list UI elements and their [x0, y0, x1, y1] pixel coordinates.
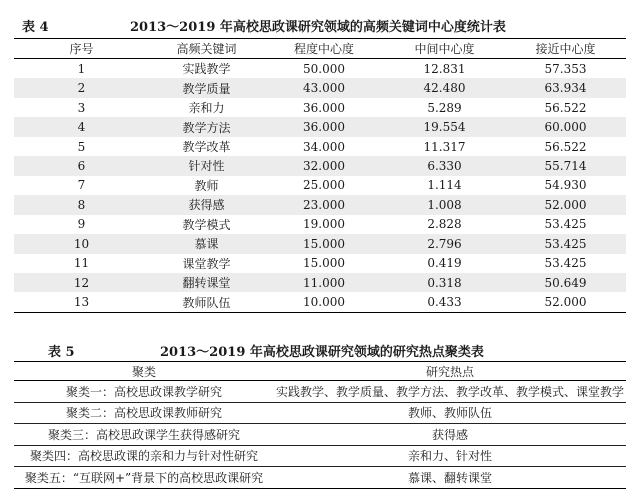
cell-degree: 19.000 — [303, 217, 345, 232]
table-header-row — [14, 39, 626, 59]
table-row — [14, 59, 626, 79]
header-betweenness-centrality: 中间中心度 — [384, 39, 505, 59]
cell-index: 1 — [77, 61, 86, 76]
cell-closeness: 60.000 — [505, 117, 626, 136]
table-row — [14, 381, 626, 403]
cell-closeness: 56.522 — [544, 100, 587, 115]
table-row — [14, 254, 626, 273]
table-row — [14, 117, 626, 136]
cell-betweenness: 0.419 — [427, 256, 462, 271]
cell-index: 9 — [77, 217, 86, 232]
table-row — [14, 137, 626, 156]
table5-number: 表 5 — [48, 345, 75, 360]
cell-index: 7 — [77, 178, 86, 193]
cell-degree: 15.000 — [303, 256, 345, 271]
cell-cluster: 聚类三：高校思政课学生获得感研究 — [14, 424, 274, 446]
cell-betweenness: 1.114 — [427, 178, 462, 193]
cell-hotspots: 教师、教师队伍 — [274, 402, 626, 424]
cell-hotspots: 慕课、翻转课堂 — [274, 467, 626, 489]
cell-betweenness: 2.828 — [427, 217, 462, 232]
cell-betweenness: 0.433 — [384, 292, 505, 312]
cell-keyword: 翻转课堂 — [149, 273, 264, 292]
table-row — [14, 402, 626, 424]
table-row — [14, 215, 626, 234]
cell-keyword: 获得感 — [149, 195, 264, 214]
cell-degree: 36.000 — [264, 117, 384, 136]
cell-closeness: 56.522 — [544, 139, 587, 154]
table-row — [14, 156, 626, 175]
table-row — [14, 467, 626, 489]
table-row — [14, 424, 626, 446]
table-header-row — [14, 362, 626, 381]
cell-cluster: 聚类一：高校思政课教学研究 — [14, 381, 274, 403]
cell-closeness: 54.930 — [544, 178, 587, 193]
header-cluster: 聚类 — [14, 362, 274, 381]
cell-betweenness: 12.831 — [423, 61, 466, 76]
cell-index: 2 — [14, 78, 149, 97]
cell-keyword: 课堂教学 — [182, 256, 231, 271]
cell-closeness: 53.425 — [505, 234, 626, 253]
cell-degree: 50.000 — [303, 61, 345, 76]
cell-index: 10 — [14, 234, 149, 253]
cell-keyword: 教学模式 — [182, 217, 231, 232]
cell-cluster: 聚类二：高校思政课教师研究 — [14, 402, 274, 424]
cell-closeness: 53.425 — [544, 256, 587, 271]
cell-betweenness: 6.330 — [384, 156, 505, 175]
table-row — [14, 234, 626, 253]
cell-closeness: 52.000 — [505, 292, 626, 312]
cell-betweenness: 5.289 — [427, 100, 462, 115]
header-closeness-centrality: 接近中心度 — [505, 39, 626, 59]
cell-index: 13 — [14, 292, 149, 312]
cell-keyword: 教学质量 — [149, 78, 264, 97]
cell-degree: 34.000 — [303, 139, 345, 154]
header-degree-centrality: 程度中心度 — [264, 39, 384, 59]
cell-betweenness: 1.008 — [384, 195, 505, 214]
cell-keyword: 教师队伍 — [149, 292, 264, 312]
cell-keyword: 实践教学 — [182, 62, 231, 77]
table-row — [14, 78, 626, 97]
cell-keyword: 教师 — [194, 178, 219, 193]
table-row — [14, 195, 626, 214]
cell-closeness: 52.000 — [505, 195, 626, 214]
cell-hotspots: 亲和力、针对性 — [274, 445, 626, 467]
header-research-hotspot: 研究热点 — [274, 362, 626, 381]
cell-betweenness: 11.317 — [423, 139, 466, 154]
cell-index: 4 — [14, 117, 149, 136]
table4-title: 2013～2019 年高校思政课研究领域的高频关键词中心度统计表 — [130, 20, 506, 35]
cell-betweenness: 42.480 — [384, 78, 505, 97]
cell-index: 5 — [77, 139, 86, 154]
cell-degree: 25.000 — [303, 178, 345, 193]
cell-betweenness: 0.318 — [384, 273, 505, 292]
cell-closeness: 57.353 — [544, 61, 587, 76]
cell-degree: 36.000 — [303, 100, 345, 115]
cell-degree: 23.000 — [264, 195, 384, 214]
header-keyword: 高频关键词 — [149, 39, 264, 59]
table4-number: 表 4 — [22, 20, 49, 35]
cell-cluster: 聚类四：高校思政课的亲和力与针对性研究 — [14, 445, 274, 467]
header-index: 序号 — [14, 39, 149, 59]
cell-index: 3 — [77, 100, 86, 115]
cell-degree: 10.000 — [264, 292, 384, 312]
table-row — [14, 445, 626, 467]
cell-cluster: 聚类五：“互联网+”背景下的高校思政课研究 — [14, 467, 274, 489]
cell-degree: 32.000 — [264, 156, 384, 175]
cell-betweenness: 19.554 — [384, 117, 505, 136]
cell-keyword: 针对性 — [149, 156, 264, 175]
table-row — [14, 273, 626, 292]
cell-index: 12 — [14, 273, 149, 292]
cell-degree: 43.000 — [264, 78, 384, 97]
cell-index: 11 — [73, 256, 90, 271]
cell-keyword: 教学方法 — [149, 117, 264, 136]
cell-keyword: 慕课 — [149, 234, 264, 253]
cell-closeness: 63.934 — [505, 78, 626, 97]
cell-index: 6 — [14, 156, 149, 175]
table-row — [14, 98, 626, 117]
cell-keyword: 亲和力 — [188, 101, 225, 116]
cell-degree: 11.000 — [264, 273, 384, 292]
cell-closeness: 50.649 — [505, 273, 626, 292]
cell-betweenness: 2.796 — [384, 234, 505, 253]
cell-closeness: 55.714 — [505, 156, 626, 175]
cluster-table — [14, 361, 626, 489]
table-row — [14, 176, 626, 195]
table5-title: 2013～2019 年高校思政课研究领域的研究热点聚类表 — [160, 345, 484, 360]
table-row — [14, 292, 626, 312]
cell-index: 8 — [14, 195, 149, 214]
centrality-table — [14, 38, 626, 313]
cell-closeness: 53.425 — [544, 217, 587, 232]
cell-hotspots: 获得感 — [274, 424, 626, 446]
cell-hotspots: 实践教学、教学质量、教学方法、教学改革、教学模式、课堂教学 — [274, 381, 626, 403]
cell-keyword: 教学改革 — [182, 140, 231, 155]
cell-degree: 15.000 — [264, 234, 384, 253]
